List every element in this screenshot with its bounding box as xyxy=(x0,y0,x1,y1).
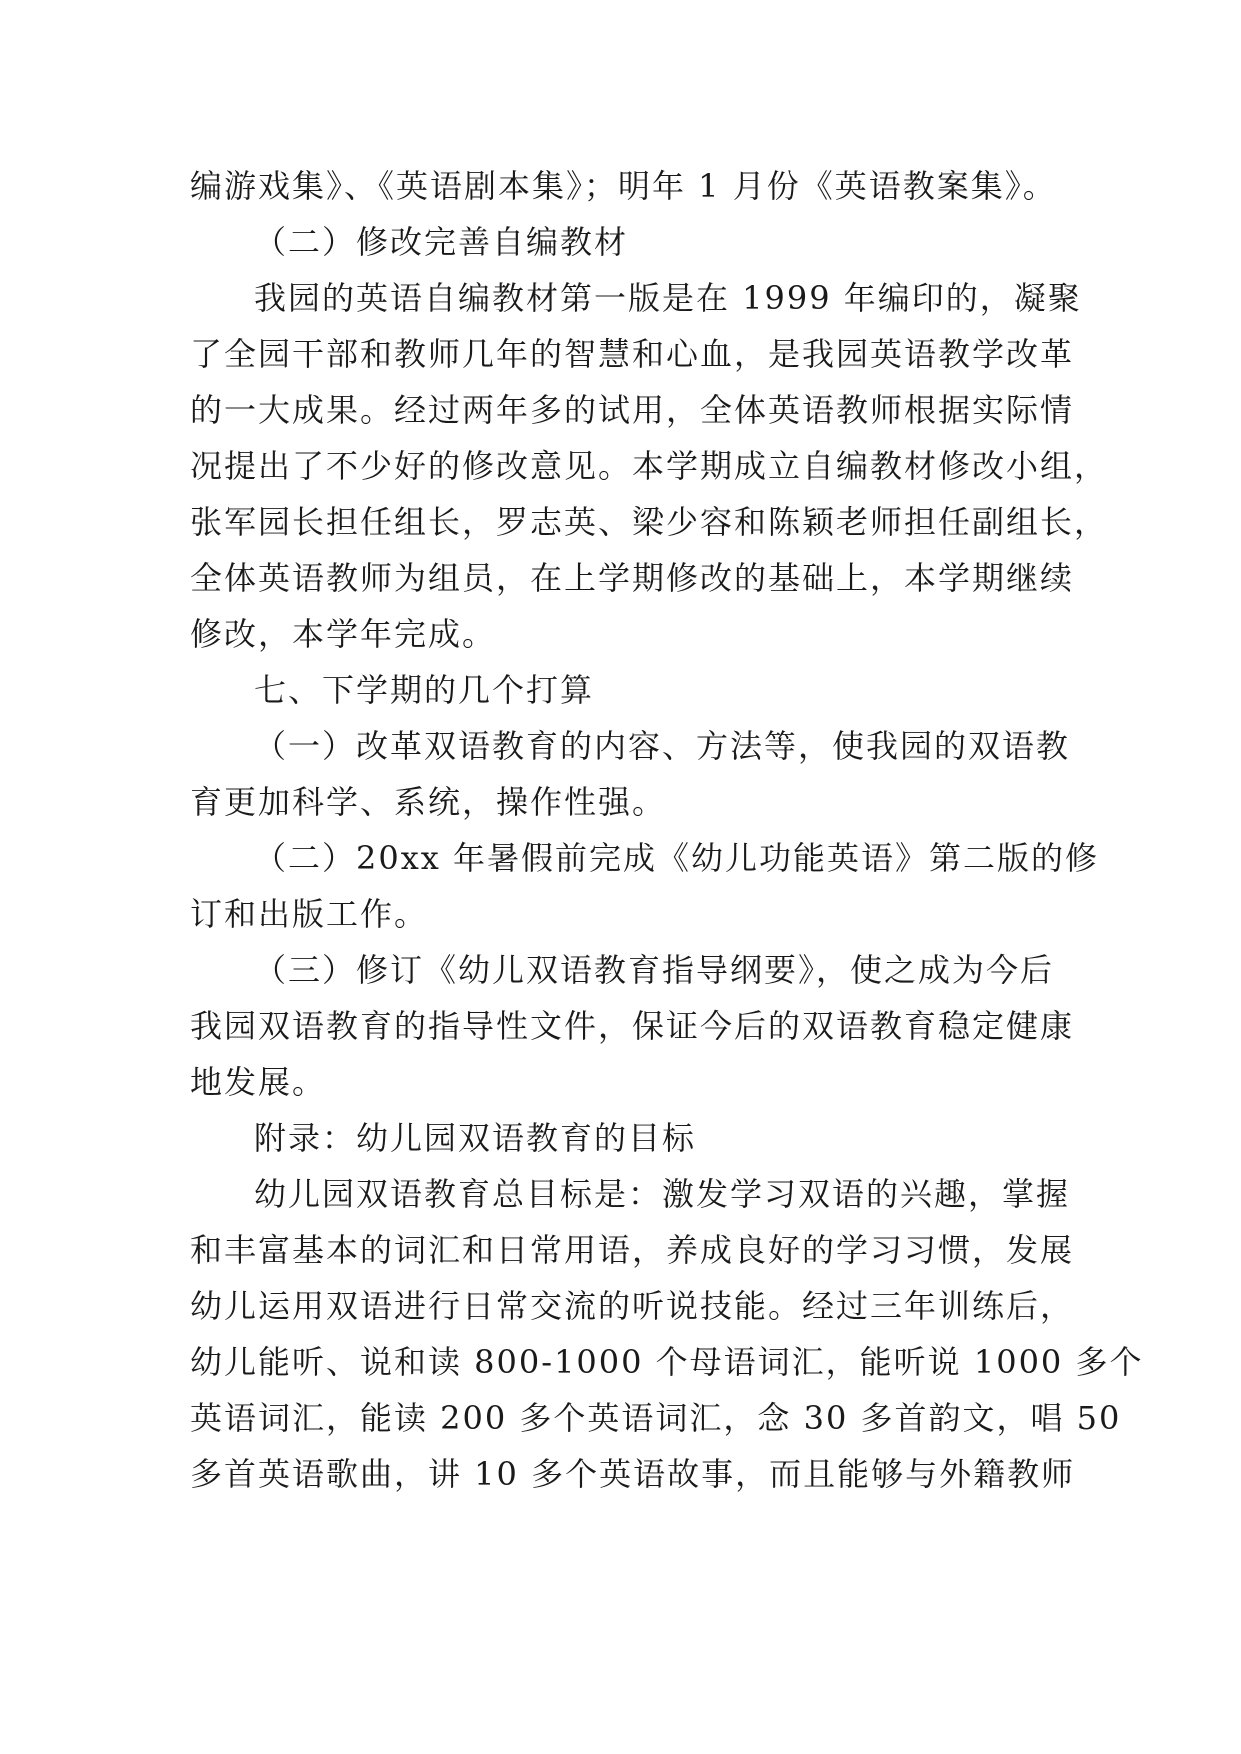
text-line: 我园双语教育的指导性文件，保证今后的双语教育稳定健康 xyxy=(190,1007,1075,1045)
section-heading: （二）修改完善自编教材 xyxy=(254,223,629,261)
text-line: 全体英语教师为组员，在上学期修改的基础上，本学期继续 xyxy=(190,559,1075,597)
text-line: （三）修订《幼儿双语教育指导纲要》，使之成为今后 xyxy=(254,951,1055,989)
text-line: 的一大成果。经过两年多的试用，全体英语教师根据实际情 xyxy=(190,391,1075,429)
text-line: 编游戏集》、《英语剧本集》；明年 1 月份《英语教案集》。 xyxy=(190,167,1057,205)
text-line: 张军园长担任组长，罗志英、梁少容和陈颖老师担任副组长， xyxy=(190,503,1109,541)
text-line: 了全园干部和教师几年的智慧和心血，是我园英语教学改革 xyxy=(190,335,1075,373)
text-line: 地发展。 xyxy=(190,1063,327,1101)
text-line: 况提出了不少好的修改意见。本学期成立自编教材修改小组， xyxy=(190,447,1109,485)
text-line: （二）20xx 年暑假前完成《幼儿功能英语》第二版的修 xyxy=(254,839,1099,877)
text-line: 幼儿园双语教育总目标是：激发学习双语的兴趣，掌握 xyxy=(254,1175,1071,1213)
text-line: 幼儿能听、说和读 800-1000 个母语词汇，能听说 1000 多个 xyxy=(190,1343,1144,1381)
text-line: 和丰富基本的词汇和日常用语，养成良好的学习习惯，发展 xyxy=(190,1231,1075,1269)
text-line: 修改，本学年完成。 xyxy=(190,615,497,653)
text-line: 幼儿运用双语进行日常交流的听说技能。经过三年训练后， xyxy=(190,1287,1075,1325)
text-line: 我园的英语自编教材第一版是在 1999 年编印的，凝聚 xyxy=(254,279,1082,317)
text-line: 英语词汇，能读 200 多个英语词汇，念 30 多首韵文，唱 50 xyxy=(190,1399,1122,1437)
section-heading: 附录：幼儿园双语教育的目标 xyxy=(254,1119,697,1157)
text-line: （一）改革双语教育的内容、方法等，使我园的双语教 xyxy=(254,727,1071,765)
text-line: 多首英语歌曲，讲 10 多个英语故事，而且能够与外籍教师 xyxy=(190,1455,1076,1493)
section-heading: 七、下学期的几个打算 xyxy=(254,671,595,709)
text-line: 订和出版工作。 xyxy=(190,895,429,933)
text-line: 育更加科学、系统，操作性强。 xyxy=(190,783,667,821)
